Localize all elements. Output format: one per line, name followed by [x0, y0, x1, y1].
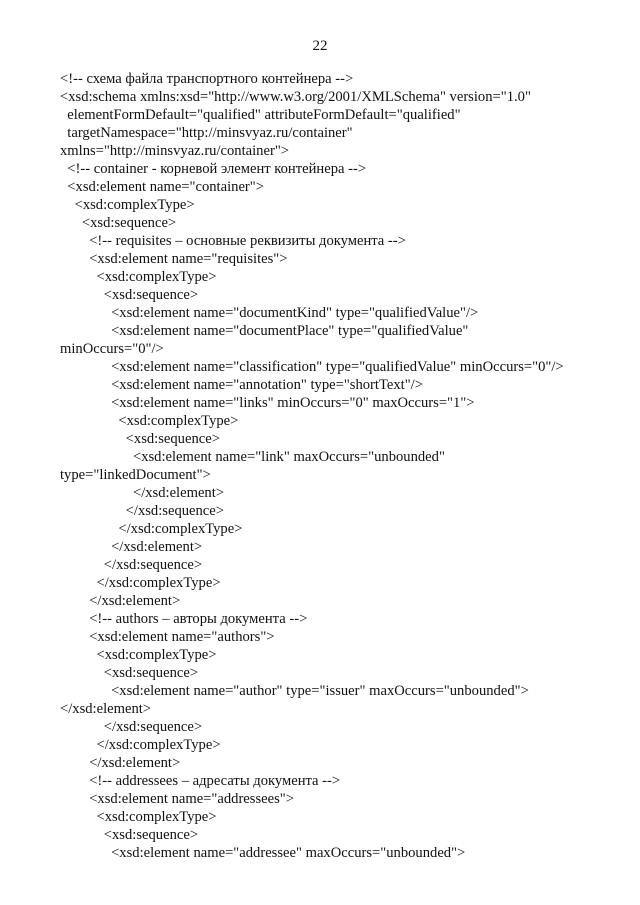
code-line: <xsd:element name="link" maxOccurs="unbounded" [60, 449, 445, 465]
code-line: <xsd:complexType> [60, 413, 239, 429]
code-line: <xsd:element name="container"> [60, 179, 264, 195]
code-line: <xsd:sequence> [60, 215, 177, 231]
code-line: </xsd:element> [60, 593, 181, 609]
code-line: </xsd:element> [60, 701, 152, 717]
code-line: <!-- requisites – основные реквизиты документа --> [60, 233, 406, 249]
code-line: <xsd:sequence> [60, 431, 220, 447]
code-line: <!-- addressees – адресаты документа --> [60, 773, 341, 789]
code-line: </xsd:element> [60, 755, 181, 771]
code-line: <xsd:element name="annotation" type="shortText"/> [60, 377, 423, 393]
code-line: </xsd:sequence> [60, 719, 203, 735]
code-line: <xsd:element name="links" minOccurs="0" maxOccurs="1"> [60, 395, 475, 411]
code-line: <xsd:element name="authors"> [60, 629, 275, 645]
code-line: <xsd:complexType> [60, 197, 195, 213]
code-line: <xsd:sequence> [60, 827, 199, 843]
code-line: <!-- container - корневой элемент контейнера --> [60, 161, 367, 177]
code-line: </xsd:complexType> [60, 575, 221, 591]
code-line: <xsd:sequence> [60, 287, 199, 303]
code-line: <!-- схема файла транспортного контейнера --> [60, 71, 354, 87]
code-line: <!-- authors – авторы документа --> [60, 611, 308, 627]
code-line: <xsd:element name="documentKind" type="qualifiedValue"/> [60, 305, 479, 321]
code-line: <xsd:element name="addressee" maxOccurs="unbounded"> [60, 845, 466, 861]
code-line: type="linkedDocument"> [60, 467, 211, 483]
code-line: <xsd:element name="classification" type="qualifiedValue" minOccurs="0"/> [60, 359, 564, 375]
code-body [60, 70, 632, 862]
code-line: <xsd:element name="author" type="issuer" maxOccurs="unbounded"> [60, 683, 529, 699]
code-line: elementFormDefault="qualified" attributeFormDefault="qualified" [60, 107, 461, 123]
code-line: xmlns="http://minsvyaz.ru/container"> [60, 143, 290, 159]
page-number: 22 [312, 38, 328, 54]
code-line: <xsd:element name="requisites"> [60, 251, 288, 267]
code-line: </xsd:sequence> [60, 503, 224, 519]
code-line: </xsd:element> [60, 539, 203, 555]
code-line: <xsd:schema xmlns:xsd="http://www.w3.org/2001/XMLSchema" version="1.0" [60, 89, 531, 105]
code-line: </xsd:complexType> [60, 737, 221, 753]
code-line: </xsd:element> [60, 485, 225, 501]
code-line: <xsd:complexType> [60, 647, 217, 663]
code-line: <xsd:complexType> [60, 269, 217, 285]
code-line: minOccurs="0"/> [60, 341, 164, 357]
code-line: <xsd:sequence> [60, 665, 199, 681]
code-line: </xsd:sequence> [60, 557, 203, 573]
code-line: targetNamespace="http://minsvyaz.ru/container" [60, 125, 353, 141]
code-line: <xsd:complexType> [60, 809, 217, 825]
code-line: <xsd:element name="documentPlace" type="qualifiedValue" [60, 323, 469, 339]
code-line: <xsd:element name="addressees"> [60, 791, 294, 807]
code-line: </xsd:complexType> [60, 521, 243, 537]
